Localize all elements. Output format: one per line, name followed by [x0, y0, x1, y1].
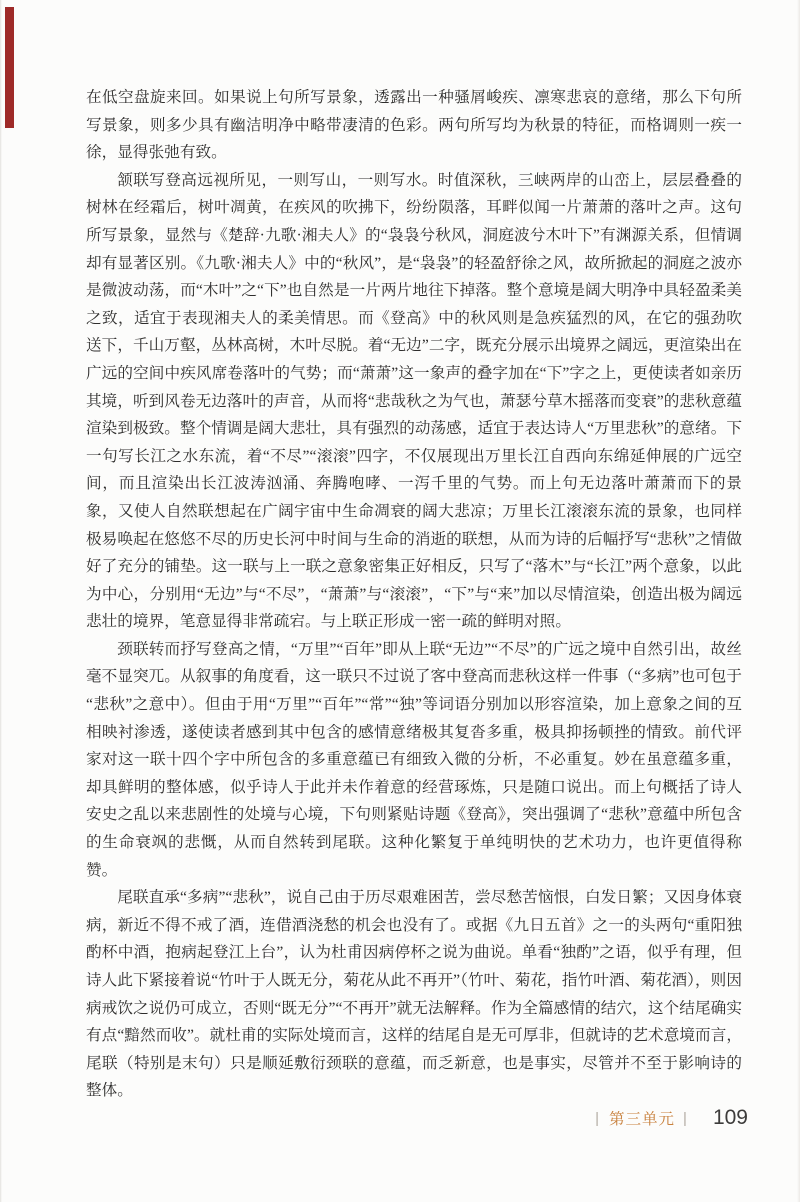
- page-footer: [0, 1106, 748, 1130]
- paragraph-jinglian: 颈联转而抒写登高之情，“万里”“百年”即从上联“无边”“不尽”的广远之境中自然引出，故丝毫不显突兀。从叙事的角度看，这一联只不过说了客中登高而悲秋这样一件事（“多病”也可包于“悲秋”之意中）。但由于用“万里”“百年”“常”“独”等词语分别加以形容渲染，加上意象之间的互相映衬渗透，遂使读者感到其中包含的感情意绪极其复沓多重，极具抑扬顿挫的情致。前代评家对这一联十四个字中所包含的多重意蕴已有细致入微的分析，不必重复。妙在虽意蕴多重，却具鲜明的整体感，似乎诗人于此并未作着意的经营琢炼，只是随口说出。而上句概括了诗人安史之乱以来悲剧性的处境与心境，下句则紧贴诗题《登高》，突出强调了“悲秋”意蕴中所包含的生命衰飒的悲慨，从而自然转到尾联。这种化繁复于单纯明快的艺术功力，也许更值得称赞。: [86, 640, 742, 879]
- footer-divider-right: |: [683, 1110, 687, 1127]
- paragraph-weilian: 尾联直承“多病”“悲秋”，说自己由于历尽艰难困苦，尝尽愁苦恼恨，白发日繁；又因身体衰病，新近不得不戒了酒，连借酒浇愁的机会也没有了。或据《九日五首》之一的头两句“重阳独酌杯中酒，抱病起登江上台”，认为杜甫因病停杯之说为曲说。单看“独酌”之语，似乎有理，但诗人此下紧接着说“竹叶于人既无分，菊花从此不再开”（竹叶、菊花，指竹叶酒、菊花酒），则因病戒饮之说仍可成立，否则“既无分”“不再开”就无法解释。作为全篇感情的结穴，这个结尾确实有点“黯然而收”。就杜甫的实际处境而言，这样的结尾自是无可厚非，但就诗的艺术意境而言，尾联（特别是末句）只是顺延敷衍颈联的意蕴，而乏新意，也是事实，尽管并不至于影响诗的整体。: [86, 889, 742, 1100]
- footer-divider-left: |: [595, 1110, 600, 1127]
- paragraph-hanlian: 颔联写登高远视所见，一则写山，一则写水。时值深秋，三峡两岸的山峦上，层层叠叠的树林在经霜后，树叶凋黄，在疾风的吹拂下，纷纷陨落，耳畔似闻一片萧萧的落叶之声。这句所写景象，显然与《楚辞·九歌·湘夫人》的“袅袅兮秋风，洞庭波兮木叶下”有渊源关系，但情调却有显著区别。《九歌·湘夫人》中的“秋风”，是“袅袅”的轻盈舒徐之风，故所掀起的洞庭之波亦是微波动荡，而“木叶”之“下”也自然是一片两片地往下掉落。整个意境是阔大明净中具轻盈柔美之致，适宜于表现湘夫人的柔美情思。而《登高》中的秋风则是急疾猛烈的风，在它的强劲吹送下，千山万壑，丛林高树，木叶尽脱。着“无边”二字，既充分展示出境界之阔远，更渲染出在广远的空间中疾风席卷落叶的气势；而“萧萧”这一象声的叠字加在“下”字之上，更使读者如亲历其境，听到风卷无边落叶的声音，从而将“悲哉秋之为气也，萧瑟兮草木摇落而变衰”的悲秋意蕴渲染到极致。整个情调是阔大悲壮，具有强烈的动荡感，适宜于表达诗人“万里悲秋”的意绪。下一句写长江之水东流，着“不尽”“滚滚”四字，不仅展现出万里长江自西向东绵延伸展的广远空间，而且渲染出长江波涛汹涌、奔腾咆哮、一泻千里的气势。而上句无边落叶萧萧而下的景象，又使人自然联想起在广阔宇宙中生命凋衰的阔大悲凉；万里长江滚滚东流的景象，也同样极易唤起在悠悠不尽的历史长河中时间与生命的消逝的联想，从而为诗的后幅抒写“悲秋”之情做好了充分的铺垫。这一联与上一联之意象密集正好相反，只写了“落木”与“长江”两个意象，以此为中心，分别用“无边”与“不尽”，“萧萧”与“滚滚”，“下”与“来”加以尽情渲染，创造出极为阔远悲壮的境界，笔意显得非常疏宕。与上联正形成一密一疏的鲜明对照。: [86, 171, 742, 631]
- page-number: 109: [712, 1106, 748, 1129]
- unit-label: 第三单元: [609, 1111, 676, 1128]
- chapter-edge-marker: [5, 7, 14, 128]
- paragraph-continuation: 在低空盘旋来回。如果说上句所写景象，透露出一种骚屑峻疾、凛寒悲哀的意绪，那么下句所写景象，则多少具有幽洁明净中略带凄清的色彩。两句所写均为秋景的特征，而格调则一疾一徐，显得张弛有致。: [86, 89, 742, 162]
- body-text: [86, 84, 742, 1105]
- page-left-edge: [0, 0, 2, 1202]
